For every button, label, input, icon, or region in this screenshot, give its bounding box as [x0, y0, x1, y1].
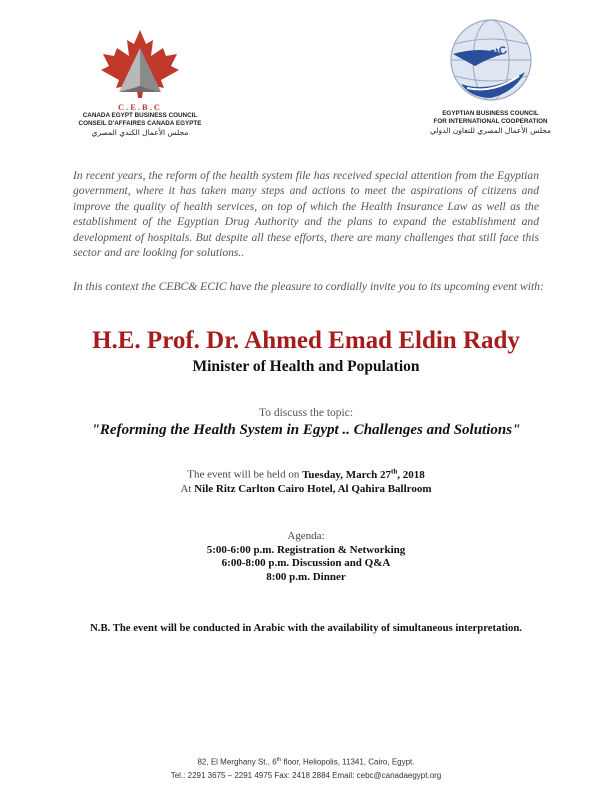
ecic-name-line1: EGYPTIAN BUSINESS COUNCIL: [442, 110, 539, 117]
discuss-label: To discuss the topic:: [258, 407, 354, 419]
agenda-item: 6:00-8:00 p.m. Discussion and Q&A: [221, 557, 391, 570]
event-venue: Nile Ritz Carlton Cairo Hotel, Al Qahira Ballroom: [194, 482, 432, 495]
speaker-name: H.E. Prof. Dr. Ahmed Emad Eldin Rady: [92, 327, 520, 354]
event-topic: "Reforming the Health System in Egypt .. Challenges and Solutions": [91, 422, 521, 438]
event-date: Tuesday, March 27th, 2018: [302, 467, 425, 481]
ecic-name-ar: مجلس الأعمال المصري للتعاون الدولي: [429, 126, 552, 135]
ecic-logo: [408, 14, 573, 136]
agenda-item: 5:00-6:00 p.m. Registration & Networking: [206, 543, 406, 556]
interpretation-note: N.B. The event will be conducted in Arabic with the availability of simultaneous interpretation.: [90, 622, 522, 634]
speaker-role: Minister of Health and Population: [192, 358, 420, 375]
agenda-item: 8:00 p.m. Dinner: [266, 570, 346, 583]
event-venue-line: [0, 482, 612, 496]
cebc-logo: [60, 28, 220, 138]
intro-paragraph: In recent years, the reform of the health system file has received special attention from the Egyptian government, where it has taken many steps and actions to meet the aspirations of citizens and improve the quality of health services, on top of which the Health Insurance Law as well as the establishment of the Egyptian Drug Authority and the plans to expand the establishment and development of hospitals. But despite all these efforts, there are many challenges that still face this sector and are looking for solutions..: [73, 169, 539, 260]
agenda-title: Agenda:: [287, 530, 325, 542]
footer: [0, 754, 612, 782]
agenda: [0, 530, 612, 584]
held-prefix: The event will be held on: [187, 468, 303, 481]
ecic-name-line2: FOR INTERNATIONAL COOPERATION: [433, 118, 548, 125]
cebc-name-ar: مجلس الأعمال الكندي المصري: [91, 128, 189, 137]
cebc-name-fr: CONSEIL D'AFFAIRES CANADA EGYPTE: [78, 120, 202, 127]
cebc-name-en: CANADA EGYPT BUSINESS COUNCIL: [82, 112, 198, 119]
maple-leaf-pyramid-icon: [95, 28, 185, 100]
venue-prefix: At: [180, 482, 195, 495]
footer-contact: Tel.: 2291 3675 – 2291 4975 Fax: 2418 2884 Email: cebc@canadaegypt.org: [170, 770, 442, 780]
invite-line: In this context the CEBC& ECIC have the pleasure to cordially invite you to its upcoming event with:: [73, 280, 544, 293]
globe-icon: [441, 14, 541, 110]
event-date-line: [0, 464, 612, 482]
event-details: [0, 464, 612, 496]
ecic-emblem-text: ECIC: [479, 44, 509, 64]
cebc-abbreviation: C.E.B.C: [118, 102, 162, 112]
footer-address: 82, El Merghany St., 6th floor, Heliopolis, 11341, Cairo, Egypt.: [197, 757, 415, 767]
